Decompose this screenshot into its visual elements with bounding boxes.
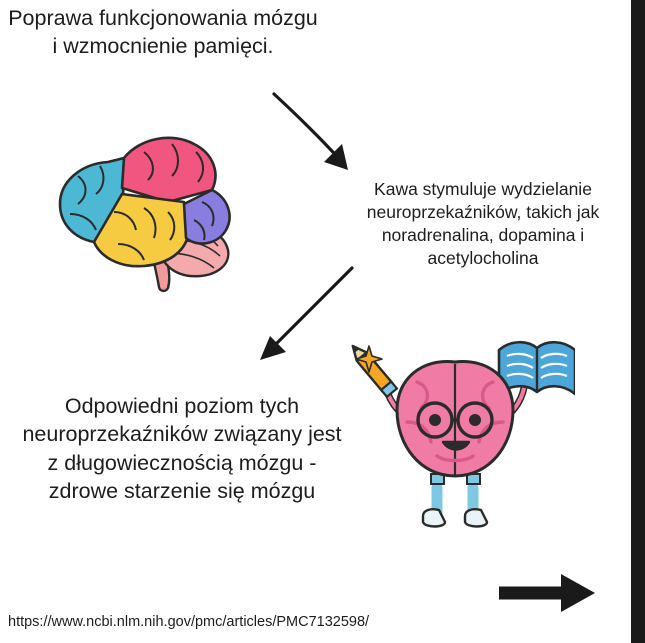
body-text-bottom: Odpowiedni poziom tych neuroprzekaźników związany jest z długowiecznością mózgu - zdrowe starzenie się mózgu [22,394,342,504]
source-url-text[interactable]: https://www.ncbi.nlm.nih.gov/pmc/articles/PMC7132598/ [8,614,370,630]
right-edge-bar [631,0,645,643]
arrow-down-left-icon [230,262,360,387]
brain-character-illustration [345,330,575,550]
body-text-right: Kawa stymuluje wydzielanie neuroprzekaźników, takich jak noradrenalina, dopamina i acetylocholina [366,179,600,269]
headline-text-top: Poprawa funkcjonowania mózgu i wzmocnienie pamięci. [8,6,318,59]
arrow-right-icon [495,568,605,623]
